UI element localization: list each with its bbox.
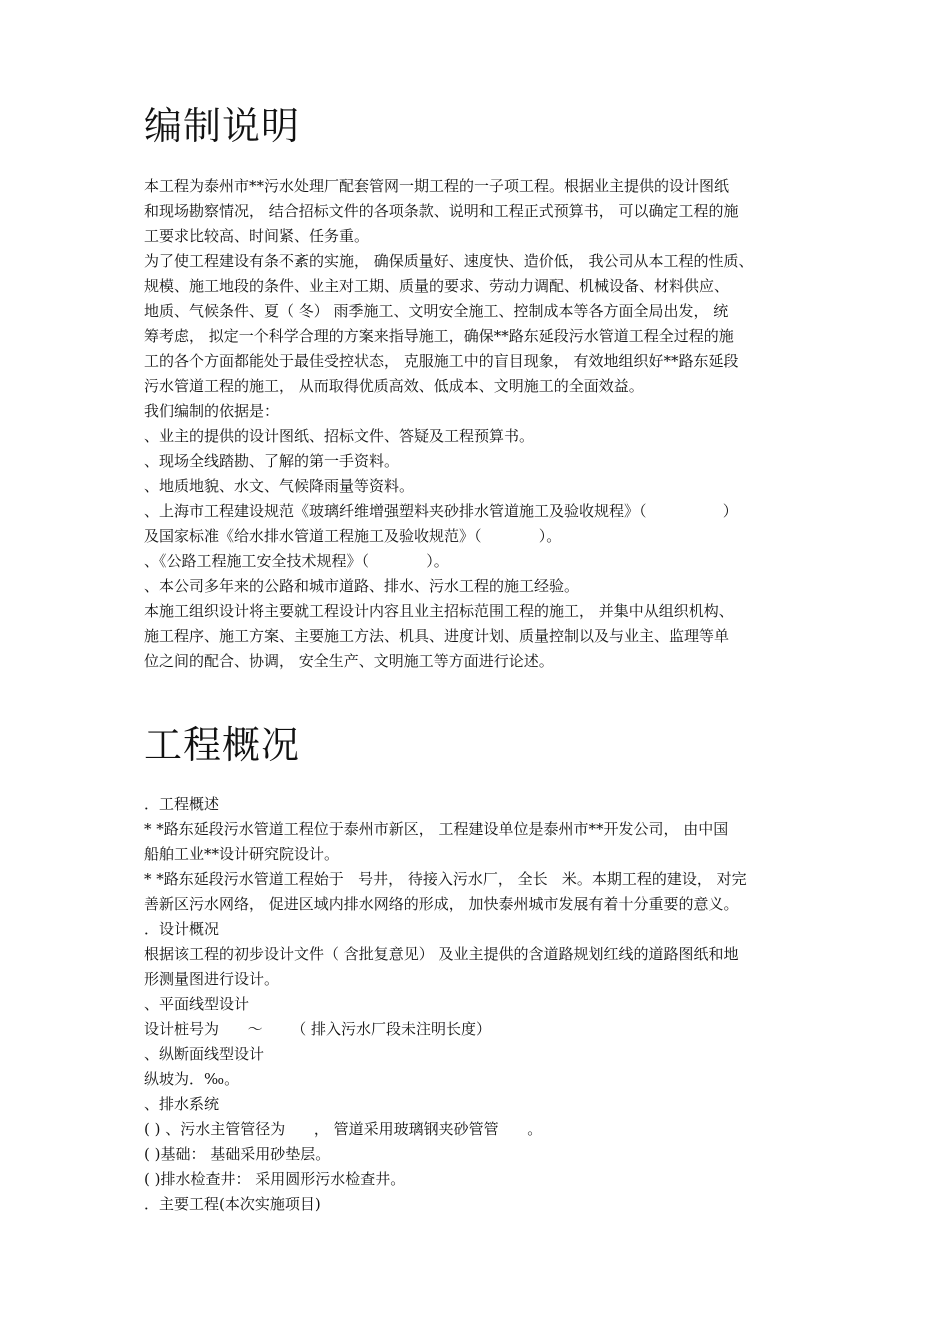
text-line: 工要求比较高、时间紧、任务重。 [144,227,370,245]
list-item: ( )基础： 基础采用砂垫层。 [144,1145,331,1163]
text-line: 和现场勘察情况， 结合招标文件的各项条款、说明和工程正式预算书， 可以确定工程的施 [144,202,739,220]
text-line: 为了使工程建设有条不紊的实施， 确保质量好、速度快、造价低， 我公司从本工程的性质、 [144,252,754,270]
text-line: 规模、施工地段的条件、业主对工期、质量的要求、劳动力调配、机械设备、材料供应、 [144,277,730,295]
text-line: 位之间的配合、协调， 安全生产、文明施工等方面进行论述。 [144,652,554,670]
list-item: ( ) 、污水主管管径为 ， 管道采用玻璃钢夹砂管管 。 [144,1120,543,1138]
list-item: 、业主的提供的设计图纸、招标文件、答疑及工程预算书。 [144,427,535,445]
list-item: 、平面线型设计 [144,995,250,1013]
text-line: * *路东延段污水管道工程始于 号井， 待接入污水厂， 全长 米。本期工程的建设， 对完 [144,870,747,888]
text-line: 设计桩号为 ～ （ 排入污水厂段未注明长度） [144,1020,491,1038]
text-line: 工的各个方面都能处于最佳受控状态， 克服施工中的盲目现象， 有效地组织好**路东延段 [144,352,739,370]
list-item: 、现场全线踏勘、了解的第一手资料。 [144,452,400,470]
subheading: ．设计概况 [144,920,220,938]
text-line: 污水管道工程的施工， 从而取得优质高效、低成本、文明施工的全面效益。 [144,377,644,395]
text-line: 地质、气候条件、夏（ 冬） 雨季施工、文明安全施工、控制成本等各方面全局出发， 统 [144,302,729,320]
list-item: 、纵断面线型设计 [144,1045,265,1063]
text-line: 善新区污水网络， 促进区域内排水网络的形成， 加快泰州城市发展有着十分重要的意义。 [144,895,739,913]
list-item: 、本公司多年来的公路和城市道路、排水、污水工程的施工经验。 [144,577,580,595]
section-title-project-overview: 工程概况 [144,723,301,767]
text-line: 筹考虑， 拟定一个科学合理的方案来指导施工，确保**路东延段污水管道工程全过程的施 [144,327,734,345]
text-line: * *路东延段污水管道工程位于泰州市新区， 工程建设单位是泰州市**开发公司， 由中国 [144,820,729,838]
subheading: ．主要工程(本次实施项目) [144,1195,321,1213]
text-line: 我们编制的依据是： [144,402,280,420]
text-line: 根据该工程的初步设计文件（ 含批复意见） 及业主提供的含道路规划红线的道路图纸和地 [144,945,739,963]
text-line: 施工程序、施工方案、主要施工方法、机具、进度计划、质量控制以及与业主、监理等单 [144,627,730,645]
subheading: ．工程概述 [144,795,220,813]
text-line: 本施工组织设计将主要就工程设计内容且业主招标范围工程的施工， 并集中从组织机构、 [144,602,734,620]
text-line: 纵坡为．‰。 [144,1070,240,1088]
list-item: 、排水系统 [144,1095,220,1113]
text-line: 形测量图进行设计。 [144,970,280,988]
list-item: 、上海市工程建设规范《玻璃纤维增强塑料夹砂排水管道施工及验收规程》（ ） [144,502,738,520]
text-line: 及国家标准《给水排水管道工程施工及验收规范》（ ）。 [144,527,562,545]
text-line: 本工程为泰州市**污水处理厂配套管网一期工程的一子项工程。根据业主提供的设计图纸 [144,177,730,195]
list-item: 、《公路工程施工安全技术规程》（ ）。 [144,552,449,570]
section-title-compilation-notes: 编制说明 [144,104,301,148]
text-line: 船舶工业**设计研究院设计。 [144,845,340,863]
list-item: ( )排水检查井： 采用圆形污水检查井。 [144,1170,406,1188]
list-item: 、地质地貌、水文、气候降雨量等资料。 [144,477,415,495]
